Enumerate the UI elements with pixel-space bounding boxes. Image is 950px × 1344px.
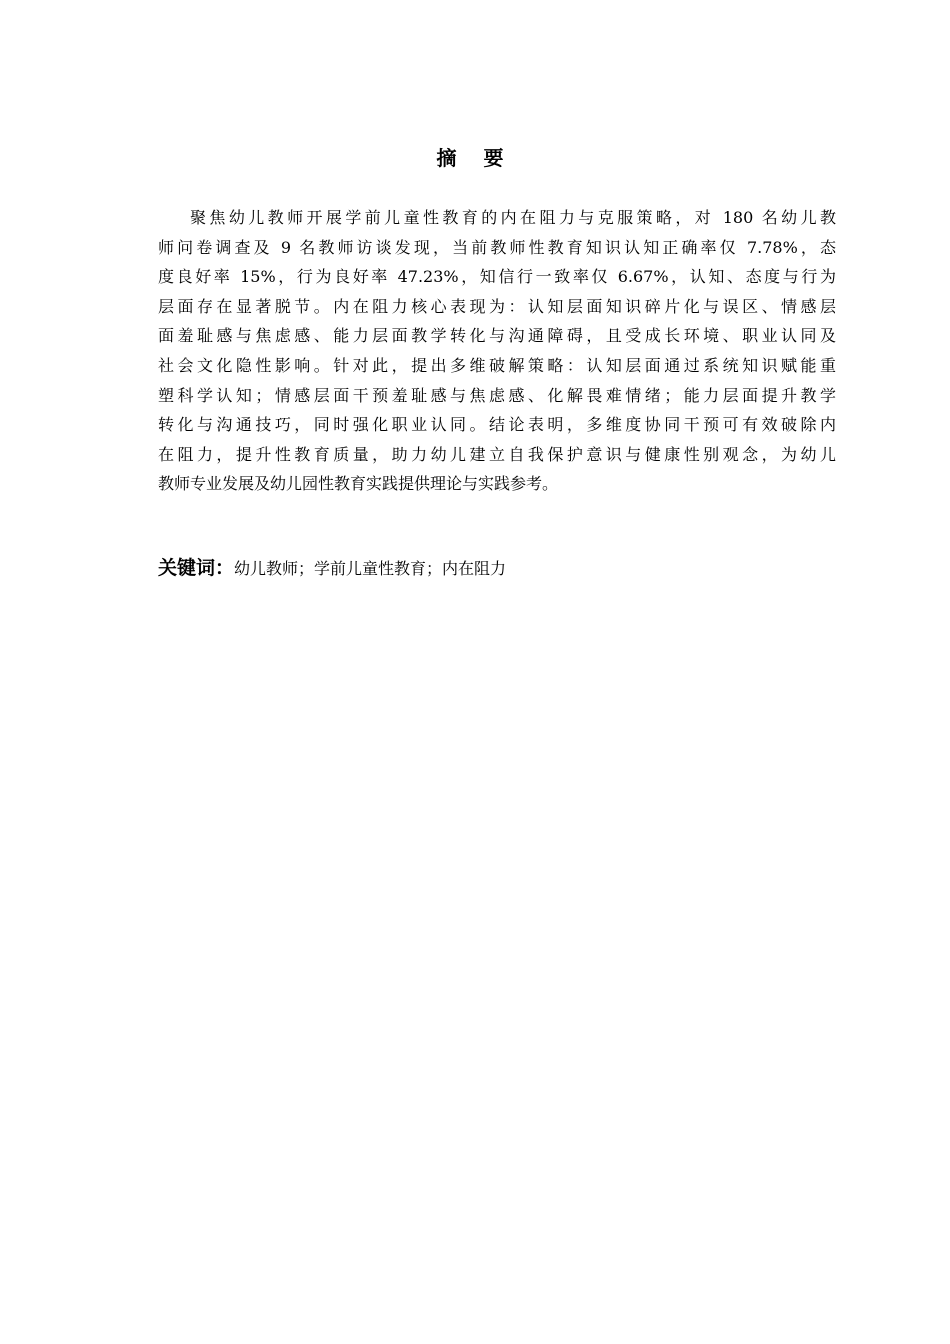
keywords-label: 关键词： [158,557,235,579]
abstract-line: 在阻力，提升性教育质量，助力幼儿建立自我保护意识与健康性别观念，为幼儿 [158,444,836,464]
abstract-line: 层面存在显著脱节。内在阻力核心表现为：认知层面知识碎片化与误区、情感层 [158,296,836,316]
abstract-line: 师问卷调查及 9 名教师访谈发现，当前教师性教育知识认知正确率仅 7.78%，态 [158,237,836,257]
abstract-line: 转化与沟通技巧，同时强化职业认同。结论表明，多维度协同干预可有效破除内 [158,415,836,435]
abstract-line: 教师专业发展及幼儿园性教育实践提供理论与实践参考。 [158,474,559,494]
abstract-body [158,203,836,499]
abstract-line: 塑科学认知；情感层面干预羞耻感与焦虑感、化解畏难情绪；能力层面提升教学 [158,385,836,405]
keywords [158,554,836,583]
abstract-line: 聚焦幼儿教师开展学前儿童性教育的内在阻力与克服策略，对 180 名幼儿教 [190,208,836,227]
abstract-line: 度良好率 15%，行为良好率 47.23%，知信行一致率仅 6.67%，认知、态度与行为 [158,267,836,287]
abstract-heading: 摘 要 [436,146,514,170]
abstract-line: 面羞耻感与焦虑感、能力层面教学转化与沟通障碍，且受成长环境、职业认同及 [158,326,836,346]
keywords-value: 幼儿教师；学前儿童性教育；内在阻力 [234,559,507,578]
abstract-line: 社会文化隐性影响。针对此，提出多维破解策略：认知层面通过系统知识赋能重 [158,355,836,375]
